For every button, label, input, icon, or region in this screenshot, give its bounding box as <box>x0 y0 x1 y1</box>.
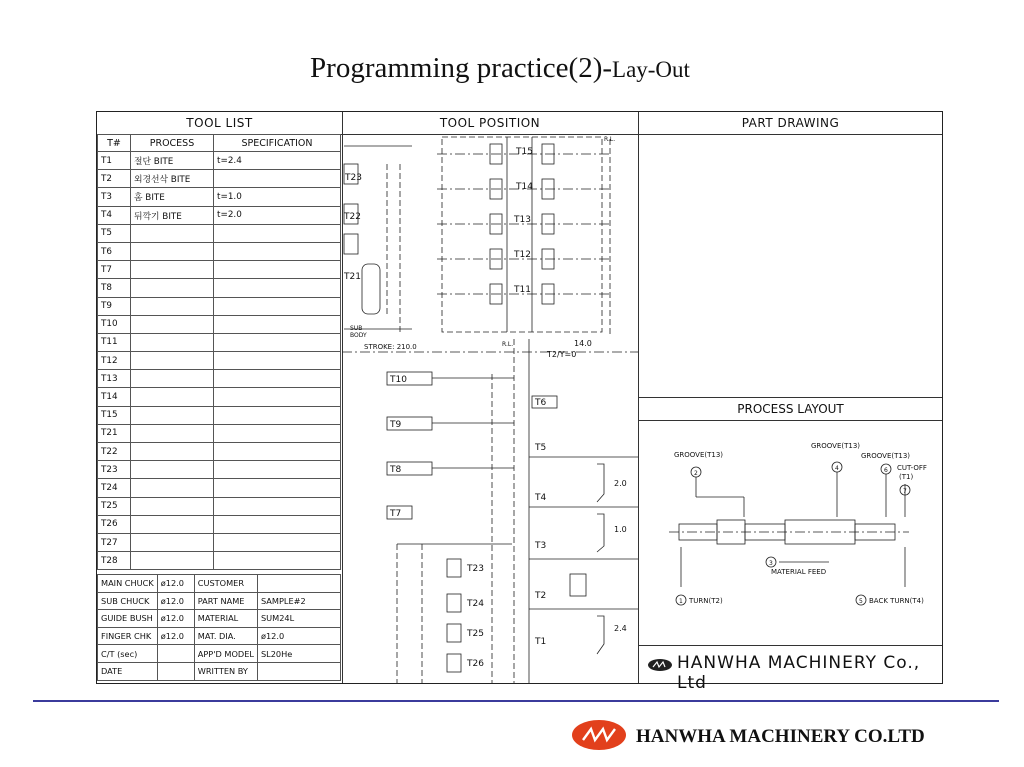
label-t1: T1 <box>535 637 547 647</box>
info-row <box>98 575 341 593</box>
tool-row <box>98 370 341 388</box>
process-layout-header: PROCESS LAYOUT <box>639 397 942 421</box>
num-1: 1 <box>679 598 683 605</box>
company-box-logo-icon <box>647 658 673 672</box>
num-4: 4 <box>835 465 839 472</box>
tool-cell-t: T25 <box>98 497 131 515</box>
label-cutoff: CUT-OFF <box>897 464 927 472</box>
info-cell: ø12.0 <box>157 592 194 610</box>
info-cell: MAT. DIA. <box>194 627 257 645</box>
tool-box-t25 <box>447 624 461 642</box>
tool-cell-process <box>131 388 214 406</box>
tool-cell-t: T24 <box>98 479 131 497</box>
label-t5: T5 <box>535 443 547 453</box>
tool-cell-spec <box>214 279 341 297</box>
tool-cell-spec: t=1.0 <box>214 188 341 206</box>
label-t21: T21 <box>344 272 361 282</box>
info-cell: SUB CHUCK <box>98 592 158 610</box>
tool-cell-t: T1 <box>98 152 131 170</box>
label-t2y: T2/Y=0 <box>547 350 577 359</box>
tool-cell-spec <box>214 406 341 424</box>
info-cell: PART NAME <box>194 592 257 610</box>
label-d10: 1.0 <box>614 525 627 534</box>
title-main: Programming practice(2)- <box>310 52 613 84</box>
info-cell: ø12.0 <box>157 575 194 593</box>
num-6: 6 <box>884 467 888 474</box>
tool-cell-spec <box>214 224 341 242</box>
tool-cell-process: 홈 BITE <box>131 188 214 206</box>
tool-row <box>98 170 341 188</box>
tool-cell-process <box>131 224 214 242</box>
t1-insert <box>597 616 604 654</box>
info-cell: CUSTOMER <box>194 575 257 593</box>
col-spec: SPECIFICATION <box>214 135 341 152</box>
part-drawing-header: PART DRAWING <box>639 112 942 135</box>
tool-cell-process <box>131 242 214 260</box>
label-t12: T12 <box>514 250 531 260</box>
tool-cell-spec <box>214 297 341 315</box>
tool-cell-process <box>131 370 214 388</box>
label-t2: T2 <box>535 591 547 601</box>
tool-cell-t: T2 <box>98 170 131 188</box>
info-row <box>98 662 341 680</box>
tool-cell-t: T3 <box>98 188 131 206</box>
tool-cell-spec <box>214 533 341 551</box>
tool-row <box>98 188 341 206</box>
label-t6: T6 <box>535 398 547 408</box>
tool-cell-t: T12 <box>98 352 131 370</box>
tool-cell-spec <box>214 261 341 279</box>
tool-cell-spec <box>214 424 341 442</box>
tool-row <box>98 352 341 370</box>
info-cell: APP'D MODEL <box>194 645 257 663</box>
label-d24: 2.4 <box>614 624 627 633</box>
tool-row <box>98 152 341 170</box>
tool-cell-spec: t=2.4 <box>214 152 341 170</box>
tool-row <box>98 443 341 461</box>
tool-cell-t: T13 <box>98 370 131 388</box>
info-row <box>98 627 341 645</box>
right-panels <box>639 112 942 693</box>
tool-cell-spec <box>214 443 341 461</box>
tool-cell-process <box>131 333 214 351</box>
tool-box-t23b <box>447 559 461 577</box>
label-sub: SUB <box>350 325 363 332</box>
label-cutoff-2: (T1) <box>899 473 914 481</box>
tool-row <box>98 406 341 424</box>
info-cell: SAMPLE#2 <box>257 592 340 610</box>
tool-row <box>98 479 341 497</box>
tool-cell-process <box>131 315 214 333</box>
label-t4: T4 <box>535 493 547 503</box>
tool-cell-t: T9 <box>98 297 131 315</box>
info-cell: FINGER CHK <box>98 627 158 645</box>
info-cell: DATE <box>98 662 158 680</box>
tool-row <box>98 206 341 224</box>
tool-cell-spec: t=2.0 <box>214 206 341 224</box>
title-sub: Lay-Out <box>612 57 690 82</box>
tool-list-table <box>97 134 341 570</box>
tool-position-panel <box>342 112 639 683</box>
label-t13: T13 <box>514 215 531 225</box>
label-feed: MATERIAL FEED <box>771 568 827 576</box>
label-d20: 2.0 <box>614 479 627 488</box>
tool-cell-process <box>131 497 214 515</box>
layout-sheet <box>96 111 943 693</box>
tool-cell-process <box>131 515 214 533</box>
num-2: 2 <box>694 470 698 477</box>
label-t26: T26 <box>467 659 484 669</box>
tool-cell-spec <box>214 242 341 260</box>
tool-cell-process: 뒤깍기 BITE <box>131 206 214 224</box>
col-tnum: T# <box>98 135 131 152</box>
footer-brand: HANWHA MACHINERY CO.LTD <box>636 726 925 747</box>
tool-row <box>98 388 341 406</box>
hanwha-logo-icon <box>570 718 628 752</box>
tool-cell-spec <box>214 461 341 479</box>
tool-cell-t: T6 <box>98 242 131 260</box>
tool-cell-process <box>131 533 214 551</box>
tool-cell-t: T22 <box>98 443 131 461</box>
info-table <box>97 574 341 681</box>
tool-cell-spec <box>214 315 341 333</box>
label-t14: T14 <box>516 182 533 192</box>
t2-insert <box>570 574 586 596</box>
label-t25: T25 <box>467 629 484 639</box>
tool-cell-process <box>131 443 214 461</box>
tool-cell-spec <box>214 352 341 370</box>
info-cell: ø12.0 <box>157 610 194 628</box>
info-cell <box>157 662 194 680</box>
tool-cell-spec <box>214 388 341 406</box>
tool-cell-spec <box>214 552 341 570</box>
tool-cell-t: T15 <box>98 406 131 424</box>
tool-cell-process <box>131 406 214 424</box>
process-layout-drawing <box>639 422 942 652</box>
tool-row <box>98 242 341 260</box>
info-cell: GUIDE BUSH <box>98 610 158 628</box>
tool-cell-t: T27 <box>98 533 131 551</box>
label-t23: T23 <box>345 173 362 183</box>
tool-cell-spec <box>214 479 341 497</box>
tool-row <box>98 461 341 479</box>
info-cell: ø12.0 <box>257 627 340 645</box>
tool-cell-spec <box>214 515 341 533</box>
tool-row <box>98 424 341 442</box>
tool-row <box>98 552 341 570</box>
tool-cell-t: T14 <box>98 388 131 406</box>
tool-row <box>98 279 341 297</box>
tool-cell-spec <box>214 170 341 188</box>
tool-cell-t: T8 <box>98 279 131 297</box>
num-3: 3 <box>769 560 773 567</box>
label-t3: T3 <box>535 541 547 551</box>
tool-cell-t: T23 <box>98 461 131 479</box>
t3-insert <box>597 514 604 552</box>
tool-cell-process <box>131 261 214 279</box>
label-groove-3: GROOVE(T13) <box>861 452 911 460</box>
tool-cell-process <box>131 552 214 570</box>
tool-cell-process <box>131 279 214 297</box>
tool-row <box>98 533 341 551</box>
info-cell: SUM24L <box>257 610 340 628</box>
info-row <box>98 610 341 628</box>
label-t11: T11 <box>514 285 531 295</box>
label-t8: T8 <box>390 465 402 475</box>
info-cell <box>157 645 194 663</box>
upper-block-frame <box>442 137 602 332</box>
label-groove-1: GROOVE(T13) <box>674 451 724 459</box>
tool-cell-process: 절단 BITE <box>131 152 214 170</box>
tool-row <box>98 261 341 279</box>
tool-row <box>98 515 341 533</box>
company-box-text: HANWHA MACHINERY Co., Ltd <box>677 653 921 693</box>
tool-cell-t: T28 <box>98 552 131 570</box>
label-t9: T9 <box>390 420 402 430</box>
label-t23b: T23 <box>467 564 484 574</box>
tool-cell-spec <box>214 333 341 351</box>
tool-cell-t: T4 <box>98 206 131 224</box>
tool-cell-t: T21 <box>98 424 131 442</box>
t4-insert <box>597 464 604 502</box>
label-t24: T24 <box>467 599 484 609</box>
tool-cell-t: T10 <box>98 315 131 333</box>
tool-cell-t: T7 <box>98 261 131 279</box>
info-cell: MAIN CHUCK <box>98 575 158 593</box>
num-5: 5 <box>859 598 863 605</box>
label-t7: T7 <box>390 509 402 519</box>
label-t10: T10 <box>390 375 407 385</box>
tool-cell-spec <box>214 497 341 515</box>
info-cell <box>257 662 340 680</box>
info-cell: WRITTEN BY <box>194 662 257 680</box>
tool-box-t26 <box>447 654 461 672</box>
tool-cell-process <box>131 479 214 497</box>
tool-box-t22b <box>344 234 358 254</box>
tool-row <box>98 297 341 315</box>
footer-rule <box>33 700 999 702</box>
tool-box-t24 <box>447 594 461 612</box>
info-cell: SL20He <box>257 645 340 663</box>
tool-box-t21 <box>362 264 380 314</box>
slide-title <box>0 52 1000 85</box>
tool-row <box>98 497 341 515</box>
label-rl-top: R.L. <box>604 136 616 143</box>
tool-cell-process <box>131 424 214 442</box>
tool-position-drawing <box>342 134 638 684</box>
tool-cell-t: T5 <box>98 224 131 242</box>
info-row <box>98 592 341 610</box>
tool-cell-t: T11 <box>98 333 131 351</box>
label-backturn: BACK TURN(T4) <box>869 597 924 605</box>
tool-list-header: TOOL LIST <box>97 112 342 135</box>
label-turn: TURN(T2) <box>689 597 723 605</box>
tool-cell-process <box>131 461 214 479</box>
num-7: 7 <box>903 488 907 495</box>
company-box <box>639 645 942 693</box>
label-t15: T15 <box>516 147 533 157</box>
tool-cell-process <box>131 297 214 315</box>
tool-row <box>98 333 341 351</box>
tool-cell-t: T26 <box>98 515 131 533</box>
tool-row <box>98 315 341 333</box>
label-body: BODY <box>350 332 367 339</box>
info-cell <box>257 575 340 593</box>
tool-cell-spec <box>214 370 341 388</box>
label-stroke: STROKE: 210.0 <box>364 343 417 351</box>
info-cell: C/T (sec) <box>98 645 158 663</box>
label-dim14: 14.0 <box>574 339 592 348</box>
tool-list-panel <box>97 112 343 683</box>
tool-cell-process: 외경선삭 BITE <box>131 170 214 188</box>
label-rl-mid: R.L. <box>502 341 514 348</box>
tool-row <box>98 224 341 242</box>
tool-position-header: TOOL POSITION <box>342 112 638 135</box>
label-t22: T22 <box>344 212 361 222</box>
info-cell: MATERIAL <box>194 610 257 628</box>
col-process: PROCESS <box>131 135 214 152</box>
info-row <box>98 645 341 663</box>
label-groove-2: GROOVE(T13) <box>811 442 861 450</box>
info-cell: ø12.0 <box>157 627 194 645</box>
tool-cell-process <box>131 352 214 370</box>
